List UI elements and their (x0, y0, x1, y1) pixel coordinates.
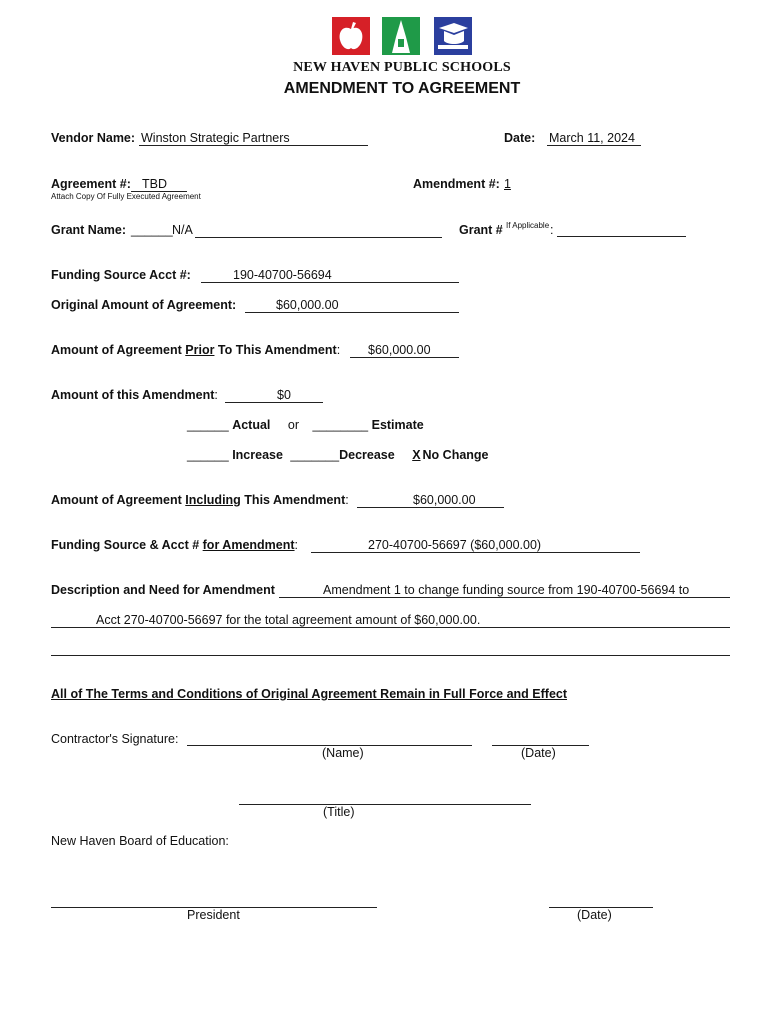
amendment-num-value: 1 (504, 177, 511, 191)
agreement-note: Attach Copy Of Fully Executed Agreement (51, 192, 201, 201)
name-caption: (Name) (322, 746, 364, 760)
vendor-value: Winston Strategic Partners (141, 131, 290, 145)
or-label: or (287, 418, 300, 432)
school-logo-icons (332, 17, 472, 57)
board-label: New Haven Board of Education: (51, 834, 229, 848)
grant-name-label: Grant Name: (51, 223, 127, 237)
funding-source-value: 190-40700-56694 (233, 268, 332, 282)
date-caption-2: (Date) (577, 908, 612, 922)
date-line (547, 145, 641, 146)
title-line[interactable] (239, 804, 531, 805)
description-underline-3 (51, 655, 730, 656)
grant-name-prefix: ______ (131, 223, 173, 237)
estimate-label: Estimate (371, 418, 424, 432)
including-amount-label: Amount of Agreement Including This Amendment: (51, 493, 349, 507)
decrease-label: Decrease (339, 448, 395, 462)
actual-label: Actual (232, 418, 271, 432)
amendment-num-label: Amendment #: (413, 177, 500, 191)
president-caption: President (187, 908, 240, 922)
including-amount-line (357, 507, 504, 508)
date-caption: (Date) (521, 746, 556, 760)
vendor-label: Vendor Name: (51, 131, 136, 145)
title-caption: (Title) (323, 805, 355, 819)
original-amount-line (245, 312, 459, 313)
org-name: NEW HAVEN PUBLIC SCHOOLS (293, 60, 511, 75)
no-change-mark: X (412, 448, 421, 462)
grant-name-line (195, 237, 442, 238)
funding-source-line (201, 282, 459, 283)
funding-source-label: Funding Source Acct #: (51, 268, 191, 282)
original-amount-value: $60,000.00 (276, 298, 339, 312)
prior-amount-label: Amount of Agreement Prior To This Amendment: (51, 343, 341, 357)
funding-amendment-label: Funding Source & Acct # for Amendment: (51, 538, 299, 552)
this-amount-line (225, 402, 323, 403)
agreement-label: Agreement #: (51, 177, 131, 191)
actual-estimate-row (187, 418, 424, 432)
prior-amount-line (350, 357, 459, 358)
contractor-signature-label: Contractor's Signature: (51, 732, 179, 746)
actual-blank: ______ (187, 418, 229, 432)
description-underline-2 (51, 627, 730, 628)
original-amount-label: Original Amount of Agreement: (51, 298, 237, 312)
terms-statement: All of The Terms and Conditions of Original Agreement Remain in Full Force and Effect (51, 687, 568, 701)
date-value: March 11, 2024 (549, 131, 635, 145)
description-line1: Amendment 1 to change funding source from 190-40700-56694 to (323, 583, 690, 597)
decrease-blank: _______ (290, 448, 340, 462)
description-underline-1 (279, 597, 730, 598)
date-label: Date: (504, 131, 536, 145)
no-change-label: No Change (422, 448, 489, 462)
description-label: Description and Need for Amendment (51, 583, 275, 597)
including-amount-value: $60,000.00 (413, 493, 476, 507)
estimate-blank: ________ (312, 418, 369, 432)
vendor-line (139, 145, 368, 146)
grant-num-label: Grant # (459, 223, 503, 237)
grant-name-value: N/A (172, 223, 193, 237)
document-title: AMENDMENT TO AGREEMENT (283, 80, 521, 97)
this-amount-value: $0 (277, 388, 291, 402)
change-type-row (187, 448, 489, 462)
description-line2: Acct 270-40700-56697 for the total agreement amount of $60,000.00. (96, 613, 481, 627)
grant-num-note: If Applicable (506, 221, 550, 230)
grant-num-colon: : (550, 223, 554, 237)
this-amount-label: Amount of this Amendment: (51, 388, 218, 402)
prior-amount-value: $60,000.00 (368, 343, 431, 357)
funding-amendment-value: 270-40700-56697 ($60,000.00) (368, 538, 542, 552)
funding-amendment-line (311, 552, 640, 553)
increase-blank: ______ (187, 448, 229, 462)
agreement-value: TBD (142, 177, 167, 191)
increase-label: Increase (232, 448, 283, 462)
grant-num-line (557, 236, 686, 237)
